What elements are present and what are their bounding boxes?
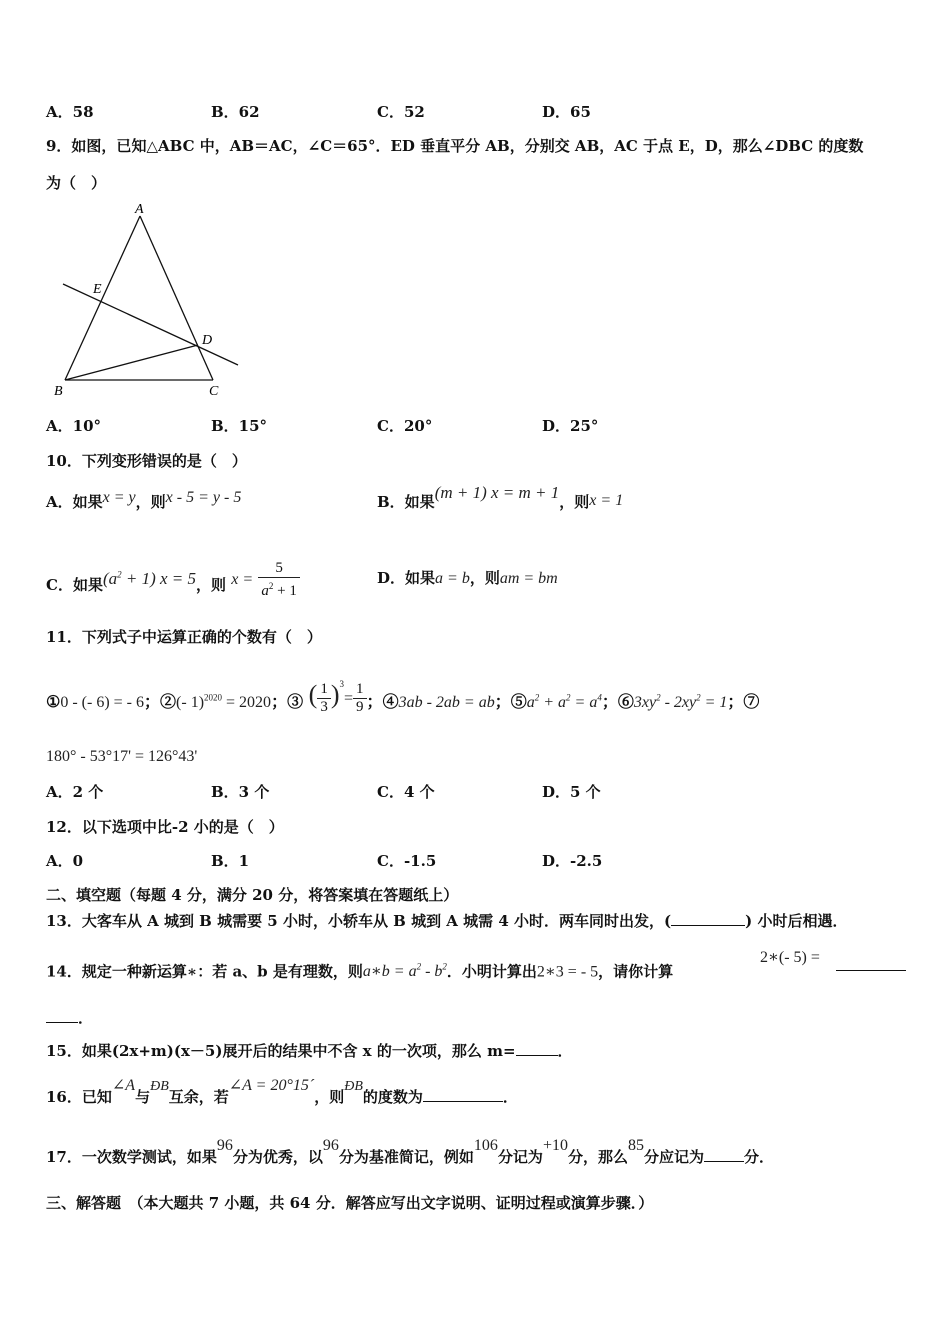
label-d: D bbox=[202, 333, 213, 348]
q9-stem-cont: 为（ ） bbox=[46, 174, 107, 192]
q9-option-b: B．15° bbox=[211, 417, 268, 435]
q17-answer-blank[interactable] bbox=[704, 1147, 744, 1162]
q14-answer-blank[interactable] bbox=[836, 970, 906, 971]
q9-option-c: C．20° bbox=[377, 417, 433, 435]
section-2-heading: 二、填空题（每题 4 分，满分 20 分，将答案填在答题纸上） bbox=[46, 886, 459, 904]
q14: 14．规定一种新运算∗：若 a、b 是有理数，则a∗b = $a^2 - b^2$．小明计算出2∗3 = - 5，请你计算 bbox=[46, 962, 674, 981]
q9-stem: 9．如图，已知△ABC 中，AB＝AC，∠C＝65°．ED 垂直平分 AB，分别交 AB，AC 于点 E，D，那么∠DBC 的度数 bbox=[46, 137, 864, 155]
q12-option-a: A．0 bbox=[46, 852, 84, 870]
side-ac bbox=[140, 216, 213, 380]
q8-option-b: B．62 bbox=[211, 103, 260, 121]
q11-option-c: C．4 个 bbox=[377, 783, 435, 801]
q17: 17．一次数学测试，如果96分为优秀，以96分为基准简记，例如106分记为+10分，那么85分应记为 分． bbox=[46, 1137, 775, 1166]
q11-option-b: B．3 个 bbox=[211, 783, 270, 801]
q12-stem: 12．以下选项中比-2 小的是（ ） bbox=[46, 818, 284, 836]
label-c: C bbox=[209, 384, 219, 399]
q9-option-d: D．25° bbox=[542, 417, 599, 435]
q16: 16．已知∠A与ÐB互余，若∠A = 20°15´，则ÐB的度数为 ． bbox=[46, 1077, 518, 1106]
q10-option-b: B．如果(m + 1) x = m + 1，则x = 1 bbox=[377, 483, 624, 511]
q8-option-d: D．65 bbox=[542, 103, 591, 121]
q13: 13．大客车从 A 城到 B 城需要 5 小时，小轿车从 B 城到 A 城需 4 小时．两车同时出发，( ) 小时后相遇． bbox=[46, 912, 848, 930]
label-e: E bbox=[93, 282, 102, 297]
q12-option-d: D．-2.5 bbox=[542, 852, 603, 870]
q13-answer-blank[interactable] bbox=[671, 911, 745, 926]
perpendicular-bisector-ed bbox=[63, 284, 238, 365]
q11-stem: 11．下列式子中运算正确的个数有（ ） bbox=[46, 628, 322, 646]
q10-option-a: A．如果x = y，则x - 5 = y - 5 bbox=[46, 489, 242, 511]
section-3-heading: 三、解答题 （本大题共 7 小题，共 64 分．解答应写出文字说明、证明过程或演算步骤．） bbox=[46, 1194, 654, 1212]
q16-answer-blank[interactable] bbox=[423, 1087, 503, 1102]
q14-cont: ． bbox=[46, 1008, 93, 1028]
q11-option-d: D．5 个 bbox=[542, 783, 601, 801]
q11-expressions: ①0 - (- 6) = - 6；②(- 1)$^{2020}$ = 2020；③ ( $\frac{1}{3}$ )$^3$= $\frac{1}{9}$ ；④3ab - 2ab = ab；$⑤a^2 + a^2 = a^4$；$⑥3xy^2 - 2xy^2 = 1$；⑦ bbox=[46, 678, 760, 715]
q15-answer-blank[interactable] bbox=[516, 1041, 558, 1056]
q9-option-a: A．10° bbox=[46, 417, 102, 435]
q14-ask: 2∗(- 5) = bbox=[760, 949, 820, 966]
q10-stem: 10．下列变形错误的是（ ） bbox=[46, 452, 247, 470]
q12-option-c: C．-1.5 bbox=[377, 852, 437, 870]
q10-option-c: C．如果$(a^2 + 1) x = 5$，则 x = $\frac{5}{a^2 + 1}$ bbox=[46, 566, 300, 606]
side-ab bbox=[65, 216, 140, 380]
q10-option-d: D．如果a = b，则am = bm bbox=[377, 569, 558, 587]
q9-triangle-figure bbox=[40, 198, 250, 403]
q11-expression-7: 180° - 53°17' = 126°43' bbox=[46, 748, 198, 765]
q15: 15．如果(2x+m)(x－5)展开后的结果中不含 x 的一次项，那么 m= ． bbox=[46, 1042, 573, 1060]
q8-option-c: C．52 bbox=[377, 103, 425, 121]
segment-bd bbox=[65, 345, 198, 380]
q12-option-b: B．1 bbox=[211, 852, 250, 870]
q11-option-a: A．2 个 bbox=[46, 783, 104, 801]
q8-option-a: A．58 bbox=[46, 103, 94, 121]
label-b: B bbox=[54, 384, 63, 399]
label-a: A bbox=[135, 202, 144, 217]
